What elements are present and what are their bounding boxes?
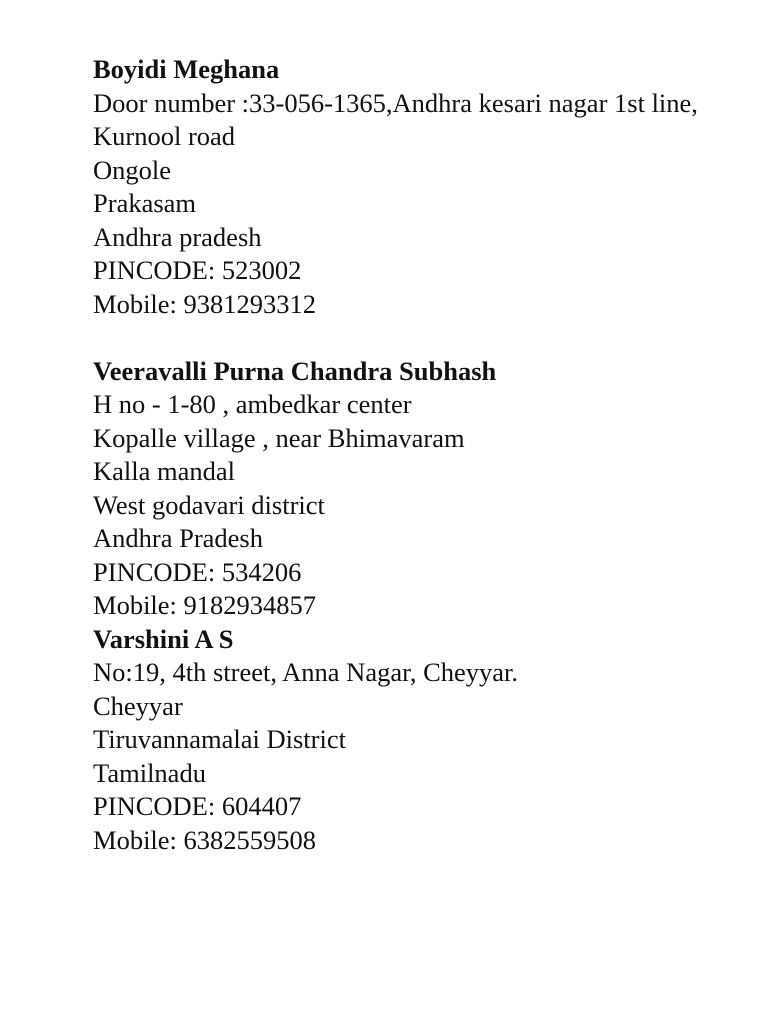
pincode: PINCODE: 534206	[93, 556, 302, 587]
recipient-name: Varshini A S	[93, 623, 234, 654]
address-line: Kurnool road	[93, 121, 236, 151]
address-line: Door number :33-056-1365,Andhra kesari nagar 1st line,	[93, 87, 698, 118]
address-line: Prakasam	[93, 188, 197, 218]
address-block-2	[93, 355, 733, 623]
address-block-3	[93, 623, 733, 858]
address-line: Kopalle village , near Bhimavaram	[93, 422, 465, 453]
mobile-number: Mobile: 6382559508	[93, 824, 317, 855]
recipient-name: Boyidi Meghana	[93, 54, 280, 84]
address-line: H no - 1-80 , ambedkar center	[93, 389, 412, 419]
pincode: PINCODE: 604407	[93, 791, 302, 821]
address-line: Andhra pradesh	[93, 221, 262, 252]
address-line: Andhra Pradesh	[93, 523, 263, 553]
address-line: Tiruvannamalai District	[93, 724, 346, 754]
address-line: Tamilnadu	[93, 757, 206, 788]
address-line: Ongole	[93, 154, 172, 185]
mobile-number: Mobile: 9381293312	[93, 288, 317, 319]
address-line: Cheyyar	[93, 690, 183, 721]
mobile-number: Mobile: 9182934857	[93, 590, 317, 620]
recipient-name: Veeravalli Purna Chandra Subhash	[93, 355, 497, 386]
address-line: Kalla mandal	[93, 456, 236, 486]
document-page	[93, 53, 733, 857]
address-line: West godavari district	[93, 489, 325, 520]
address-line: No:19, 4th street, Anna Nagar, Cheyyar.	[93, 657, 519, 687]
pincode: PINCODE: 523002	[93, 255, 302, 285]
address-block-1	[93, 53, 733, 321]
